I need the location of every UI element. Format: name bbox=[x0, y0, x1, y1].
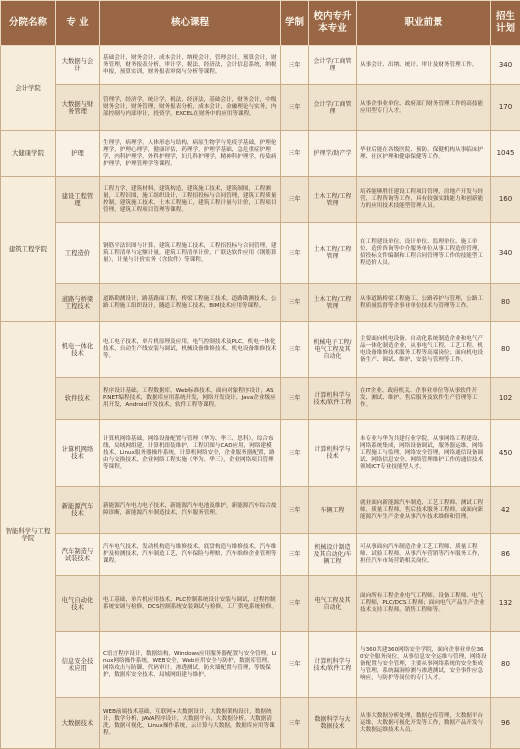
upgrade-cell: 会计学/工商管理 bbox=[309, 46, 357, 85]
major-cell: 建设工程管理 bbox=[56, 177, 100, 223]
courses-cell: 程序设计基础，工程数据库，Web标准技术，面向对象程序设计，ASP.NET编程技术，数据库应用系统开发，网络开发设计，Java企业级应用开发，Android开发技术，软件工程等课程。 bbox=[100, 378, 281, 420]
career-cell: 毕业后能在各级医院、预防、保健机构从事临床护理、社区护理和健康保健等工作。 bbox=[357, 131, 491, 177]
upgrade-cell: 土木工程/工程管理 bbox=[309, 284, 357, 322]
courses-cell: C语言程序设计，数据结构，Windows应用服务器配置与安全管理，Linux网络操作系统，WEB安全，Web应用安全与防护，数据库管理，网络攻击与防御，代码审计，渗透测试，防火墙配置与管理，等级保护，数据库安全技术，局域网组建与维护。 bbox=[100, 632, 281, 698]
plan-cell: 340 bbox=[491, 46, 520, 85]
plan-cell: 170 bbox=[491, 85, 520, 131]
career-cell: 从事企事业单位、政府部门财务管理工作的高技能应用型专门人才。 bbox=[357, 85, 491, 131]
system-cell: 三年 bbox=[281, 576, 309, 632]
table-row bbox=[1, 576, 520, 632]
header-row bbox=[1, 1, 520, 46]
major-cell: 电气自动化技术 bbox=[56, 576, 100, 632]
table-row bbox=[1, 46, 520, 85]
upgrade-cell: 电气工程及其自动化 bbox=[309, 576, 357, 632]
courses-cell: 基础会计，财务会计，成本会计，纳税会计，管理会计，预算会计，财务管理，财务报表分析，审计学，税法，经济法，会计信息系统，纳税申报，预算实训，财务报表审阅与分析等课程。 bbox=[100, 46, 281, 85]
major-cell: 工程造价 bbox=[56, 223, 100, 284]
plan-cell: 80 bbox=[491, 632, 520, 698]
career-cell: 面向所有工程企业电气工程师、设备工程师、电气工程师，PLC/DCS工程师；面向电气产品生产企业技术支持工程师，销售工程师等。 bbox=[357, 576, 491, 632]
college-cell: 大健康学院 bbox=[1, 131, 56, 177]
upgrade-cell: 计算机科学与技术/软件工程 bbox=[309, 632, 357, 698]
courses-cell: 道路勘测设计，路基路面工程，桥梁工程施工技术，道路勘测技术，公路工程施工组织设计，隧道工程施工技术，BIM技术应用等课程。 bbox=[100, 284, 281, 322]
table-row bbox=[1, 322, 520, 378]
plan-cell: 102 bbox=[491, 378, 520, 420]
table-row bbox=[1, 223, 520, 284]
major-cell: 新能源汽车技术 bbox=[56, 487, 100, 534]
system-cell: 三年 bbox=[281, 534, 309, 576]
system-cell: 三年 bbox=[281, 177, 309, 223]
courses-cell: 电工基础，单片机应用技术，PLC控制系统设计安装与调试，过程控制系统安调与检修，DCS控制系统安装调试与检修，工厂供电系统检修。 bbox=[100, 576, 281, 632]
courses-cell: 生理学，病理学，人体形态与结构，病原生物学与免疫学基础，护理伦理学，护理心理学，健康评估，药理学，护理学基础，急危重症护理学，内科护理学，外科护理学，妇儿科护理学，精神科护理学，传染病护理学，护理管理学等课程。 bbox=[100, 131, 281, 177]
courses-cell: 计算机网络基础，网络设备配置与管理（华为、华三、思科），综合布线，局域网组建，计算机组装维护，工程识图与CAD应用，网络建模技术，Linux服务器操作系统，计算机网络安全，企业服务器配置，路由与交换技术，企业网络工程实施（华为、华三），企业网络项目管理等课程。 bbox=[100, 420, 281, 487]
career-cell: 在工程建设单位、设计单位、监理单位、施工单位、造价咨询等中介服务单位从事工程造价管理，招投标文件编制和工程合同管理等工作的技能型工程造价人员。 bbox=[357, 223, 491, 284]
system-cell: 三年 bbox=[281, 85, 309, 131]
upgrade-cell: 护理学/助产学 bbox=[309, 131, 357, 177]
table-row bbox=[1, 420, 520, 487]
table-row bbox=[1, 632, 520, 698]
career-cell: 培养能够胜任建设工程项目管理，房地产开发与经营，工程咨询等工作，具有较强实践能力和创新能力的应用技术技能型管理人员。 bbox=[357, 177, 491, 223]
major-cell: 大数据与会计 bbox=[56, 46, 100, 85]
college-cell: 智能科学与工程学院 bbox=[1, 322, 56, 749]
major-cell: 道路与桥梁工程技术 bbox=[56, 284, 100, 322]
upgrade-cell: 土木工程/工程管理 bbox=[309, 223, 357, 284]
plan-cell: 132 bbox=[491, 576, 520, 632]
career-cell: 可从事面向汽车制造企业工艺工程师、质量工程师、试验工程师，从事汽车营销等汽车服务工作，担任汽车市场营销相关岗位。 bbox=[357, 534, 491, 576]
courses-cell: 钢筋平法识图与计算，建筑工程施工技术，工程招投标与合同管理，建筑工程清单与定额计量，建筑工程清单计价，广联达软件应用（钢筋算量），计量与计价实务（含软件）等课程。 bbox=[100, 223, 281, 284]
career-cell: 在IT企业、政府机关、企事业单位等从事软件开发、测试、维护、售后服务及软件生产管理等工作。 bbox=[357, 378, 491, 420]
career-cell: 就业面向新能源汽车制造、工艺工程师、测试工程师，质量工程师，售后技术服务工程师，或面向新能源汽车生产企业从事汽车技术维修和管理。 bbox=[357, 487, 491, 534]
table-row bbox=[1, 177, 520, 223]
system-cell: 三年 bbox=[281, 223, 309, 284]
major-cell: 汽车制造与试装技术 bbox=[56, 534, 100, 576]
courses-cell: 电工电子技术，单片机原理及应用，电气控制技术及PLC，机电一体化技术，自动生产线安装与调试，机械设备维修技术，机电设备维修技术等。 bbox=[100, 322, 281, 378]
career-cell: 从事大数据分析处理，数据仓库管理，大数据平台运维，大数据可视化开发等工作，数据产品开发与大数据运维技术人员。 bbox=[357, 698, 491, 749]
major-cell: 信息安全技术应用 bbox=[56, 632, 100, 698]
college-cell: 会计学院 bbox=[1, 46, 56, 131]
system-cell: 三年 bbox=[281, 487, 309, 534]
upgrade-cell: 计算机科学与技术/软件工程 bbox=[309, 378, 357, 420]
header-plan: 招生计划 bbox=[491, 1, 520, 46]
career-cell: 主要面向机电设备、自动化系统制造企业和电气产品一体化制造企业，从事电气工程、工艺工程、机电设备维修技术服务工程等高端岗位；面向机电设备生产、调试、维护、安装与管理等工作。 bbox=[357, 322, 491, 378]
major-cell: 护理 bbox=[56, 131, 100, 177]
header-upgrade: 校内专升本专业 bbox=[309, 1, 357, 46]
table-row bbox=[1, 534, 520, 576]
upgrade-cell: 土木工程/工程管理 bbox=[309, 177, 357, 223]
plan-cell: 1045 bbox=[491, 131, 520, 177]
table-row bbox=[1, 85, 520, 131]
upgrade-cell: 机械电子工程/电气工程及其自动化 bbox=[309, 322, 357, 378]
plan-cell: 96 bbox=[491, 698, 520, 749]
upgrade-cell: 数据科学与大数据技术 bbox=[309, 698, 357, 749]
header-college: 分院名称 bbox=[1, 1, 56, 46]
career-cell: 本专业与华为共建行业学院，从事网络工程建设、网络系统集成，网络设备调试，服务器运维，网络工程施工与监理，网络安全管理，网络通信设备调试、网络信息安全、网络管理维护工作的通信技术领域ICT专业技能型人才。 bbox=[357, 420, 491, 487]
courses-cell: 新能源汽车电力电子技术，新能源汽车电池及维护，新能源汽车综合故障诊断，新能源汽车制造技术，汽车服务管理。 bbox=[100, 487, 281, 534]
courses-cell: WEB前端技术基础，互联网+大数据设计，大数据架构设计，数据统计，数学分析，JAVA程序设计，大数据平台，大数据分析，大数据清洗，数据可视化，Linux操作系统，云计算与大数据，数据库应用等课程。 bbox=[100, 698, 281, 749]
system-cell: 三年 bbox=[281, 131, 309, 177]
header-courses: 核心课程 bbox=[100, 1, 281, 46]
major-cell: 大数据技术 bbox=[56, 698, 100, 749]
plan-cell: 80 bbox=[491, 284, 520, 322]
college-cell: 建筑工程学院 bbox=[1, 177, 56, 322]
table-row bbox=[1, 284, 520, 322]
plan-cell: 340 bbox=[491, 223, 520, 284]
table-row bbox=[1, 378, 520, 420]
system-cell: 三年 bbox=[281, 420, 309, 487]
upgrade-cell: 会计学/工商管理 bbox=[309, 85, 357, 131]
upgrade-cell: 计算机科学与技术 bbox=[309, 420, 357, 487]
major-cell: 计算机网络技术 bbox=[56, 420, 100, 487]
courses-cell: 管理学，经济学，统计学，税法，经济法，基础会计，财务会计，中级财务会计，财务管理，财务报表分析，成本会计，金融理论与实务，内部控制与内部审计，投资学，EXCEL在财务中的应用等课程。 bbox=[100, 85, 281, 131]
career-cell: 从事道路桥梁工程施工、公路养护与管理，公路工程质量监督等企事业单位技术与管理等工作。 bbox=[357, 284, 491, 322]
header-system: 学制 bbox=[281, 1, 309, 46]
major-cell: 软件技术 bbox=[56, 378, 100, 420]
major-cell: 大数据与财务管理 bbox=[56, 85, 100, 131]
upgrade-cell: 机械设计制造及其自动化/车辆工程 bbox=[309, 534, 357, 576]
system-cell: 三年 bbox=[281, 698, 309, 749]
plan-cell: 160 bbox=[491, 177, 520, 223]
header-career: 职业前景 bbox=[357, 1, 491, 46]
career-cell: 与360共建360网络安全学院，面向企事业单位360安全服务岗位，从事信息安全运维与管理，网络设备配置与安全管理，主要从事网络系统的安全集成与管理，系统漏洞检测与渗透测试，安全事件应急响应，与防护等岗位的专门人才。 bbox=[357, 632, 491, 698]
system-cell: 三年 bbox=[281, 322, 309, 378]
system-cell: 三年 bbox=[281, 378, 309, 420]
courses-cell: 工程力学，建筑材料，建筑构造，建筑施工技术，建筑制图，工程测量，工程识图，施工组织设计，工程招投标与合同管理，建筑工程质量控制，建筑施工技术，土木工程施工，建筑工程计量与计价，工程项目管理，建筑工程项目管理等课程。 bbox=[100, 177, 281, 223]
plan-cell: 42 bbox=[491, 487, 520, 534]
plan-cell: 450 bbox=[491, 420, 520, 487]
system-cell: 三年 bbox=[281, 46, 309, 85]
courses-cell: 汽车电气技术，发动机构造与维修技术，底盘构造与维修技术，汽车维护及检测技术，汽车制造工艺，汽车保险与理赔，汽车维修企业管理等课程。 bbox=[100, 534, 281, 576]
table-row bbox=[1, 698, 520, 749]
career-cell: 从事会计、出纳、统计、审计及财务管理工作。 bbox=[357, 46, 491, 85]
system-cell: 三年 bbox=[281, 284, 309, 322]
header-major: 专 业 bbox=[56, 1, 100, 46]
major-cell: 机电一体化技术 bbox=[56, 322, 100, 378]
table-row bbox=[1, 131, 520, 177]
upgrade-cell: 车辆工程 bbox=[309, 487, 357, 534]
system-cell: 三年 bbox=[281, 632, 309, 698]
table-row bbox=[1, 487, 520, 534]
plan-cell: 80 bbox=[491, 322, 520, 378]
plan-cell: 86 bbox=[491, 534, 520, 576]
